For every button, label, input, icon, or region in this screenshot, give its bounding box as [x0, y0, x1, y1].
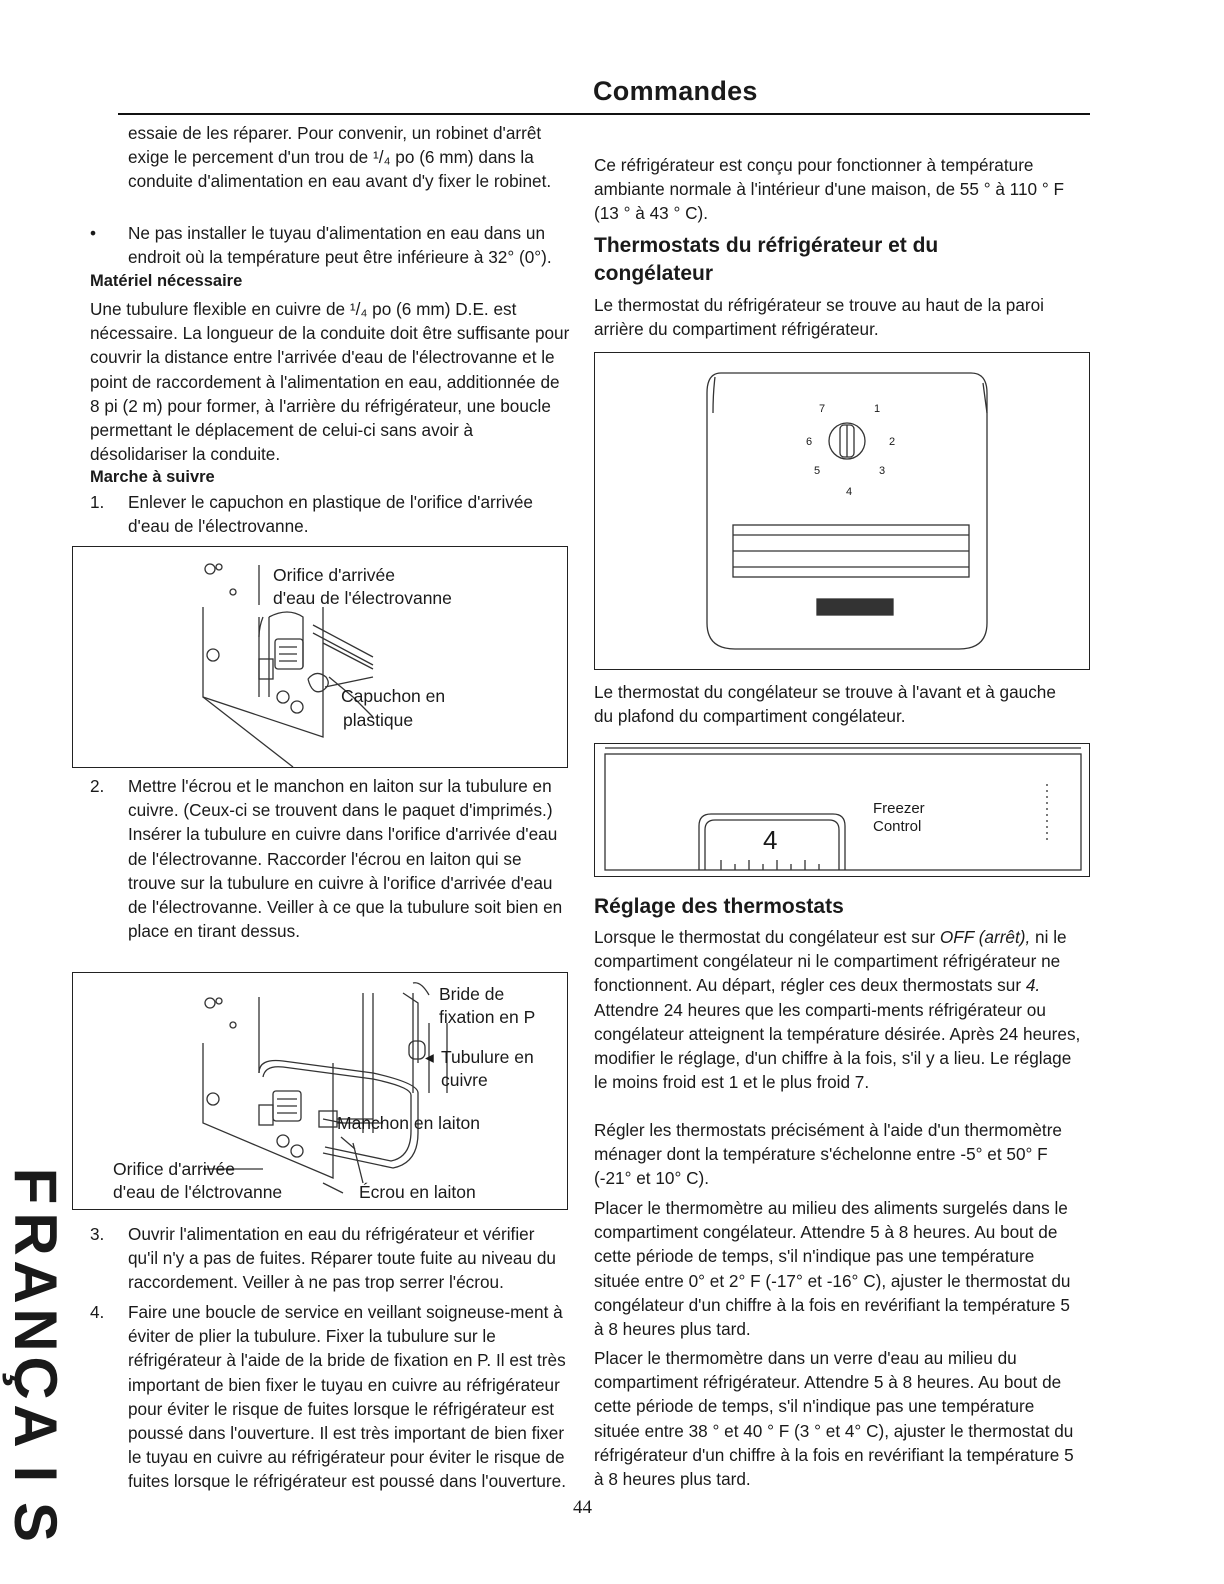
label-tubulure-1: Tubulure en [441, 1047, 534, 1067]
label-cap-1: Capuchon en [341, 686, 446, 706]
label-tubulure-arrow: ◂ [425, 1047, 434, 1067]
label-tubulure-2: cuivre [441, 1070, 488, 1090]
step-2-number: 2. [90, 776, 105, 796]
header-rule [118, 113, 1090, 115]
refrigerator-dial-illustration [595, 353, 1091, 671]
step-3 [90, 1222, 568, 1295]
label-ecrou: Écrou en laiton [359, 1182, 476, 1202]
side-tab-letter: I [2, 1465, 69, 1483]
figure-solenoid-cap [72, 546, 568, 768]
side-tab-letter: A [2, 1260, 69, 1304]
reglage-paragraph-3: Placer le thermomètre au milieu des aliments surgelés dans le compartiment congélateur. Attendre 5 à 8 heures. Au bout de cette période de temps, s'il n'indique pas une température située entre 0° et 2° F (-17° et -16° C), ajuster le thermostat du congélateur d'un chiffre à la fois en revérifiant la température 5 à 8 heures plus tard. [594, 1198, 1071, 1340]
side-tab-letter: R [2, 1212, 69, 1256]
page-number: 44 [573, 1497, 592, 1518]
thermostats-text: Le thermostat du réfrigérateur se trouve au haut de la paroi arrière du compartiment réfrigérateur. [594, 295, 1045, 340]
figure-refrigerator-thermostat [594, 352, 1090, 670]
thermostats-heading-line-1: Thermostats du réfrigérateur et du [594, 234, 939, 257]
label-orifice-2: d'eau de l'électrovanne [273, 588, 452, 608]
step-4-text: Faire une boucle de service en veillant soigneuse-ment à éviter de plier la tubulure. Fixer la tubulure sur le réfrigérateur à l'aide de la bride de fixation en P. Il est très important de bien fixer le tuyau en cuivre au réfrigérateur pour éviter le risque de fuites lorsque le réfrigérateur est poussé dans l'ouverture. Il est très important de bien fixer le tuyau en cuivre au réfrigérateur pour éviter le risque de fuites lorsque le réfrigérateur est poussé dans l'ouverture. [128, 1302, 566, 1492]
dial-number: 4 [846, 486, 853, 498]
materiel-text: Une tubulure flexible en cuivre de ¹/₄ po (6 mm) D.E. est nécessaire. La longueur de la conduite doit être suffisante pour couvrir la distance entre l'arrivée d'eau de l'électrovanne et le point de raccordement à l'alimentation en eau, additionnée de 8 pi (2 m) pour former, à l'arrière du réfrigérateur, une boucle permettant le déplacement de celui-ci sans avoir à désolidariser la conduite. [90, 299, 570, 465]
freezer-location-text: Le thermostat du congélateur se trouve à l'avant et à gauche du plafond du compartiment congélateur. [594, 682, 1056, 727]
dial-number: 2 [889, 436, 896, 448]
bullet-item: • Ne pas installer le tuyau d'alimentation en eau dans un endroit où la température peut être inférieure à 32° (0°). [90, 221, 568, 269]
thermostats-heading-line-2: congélateur [594, 262, 714, 285]
reglage-paragraph-1 [594, 925, 1088, 1094]
freezer-control-illustration [595, 744, 1091, 878]
freezer-label-2: Control [873, 818, 922, 835]
step-2 [90, 774, 568, 943]
materiel-heading: Matériel nécessaire [90, 272, 243, 290]
reglage-p1-off: OFF (arrêt), [939, 927, 1031, 947]
step-3-number: 3. [90, 1224, 105, 1244]
label-orifice-2-2: d'eau de l'élctrovanne [113, 1182, 283, 1202]
step-1-number: 1. [90, 492, 105, 512]
freezer-label-1: Freezer [873, 800, 925, 817]
reglage-p1-b: ni le compartiment congélateur ni le compartiment réfrigérateur ne fonctionnent. Au départ, régler ces deux thermostats sur [594, 927, 1067, 996]
side-tab-letter: S [2, 1501, 69, 1543]
reglage-heading: Réglage des thermostats [594, 895, 844, 918]
step-1 [90, 490, 568, 538]
marche-heading: Marche à suivre [90, 468, 215, 486]
reglage-p1-a: Lorsque le thermostat du congélateur est sur [594, 927, 940, 947]
step-3-text: Ouvrir l'alimentation en eau du réfrigérateur et vérifier qu'il n'y a pas de fuites. Réparer toute fuite au niveau du raccordement. Veiller à ne pas trop serrer l'écrou. [128, 1224, 556, 1293]
freezer-setting-value: 4 [763, 825, 778, 855]
side-tab-letter: A [2, 1404, 69, 1448]
dial-number: 6 [806, 436, 813, 448]
dial-number: 7 [819, 403, 826, 415]
reglage-p1-c: Attendre 24 heures que les comparti-ments réfrigérateur ou congélateur atteignent la température désirée. Après 24 heures, modifier le réglage, d'un chiffre à la fois, s'il y a lieu. Le réglage le moins froid est 1 et le plus froid 7. [594, 999, 1081, 1093]
reglage-paragraph-2: Régler les thermostats précisément à l'aide d'un thermomètre ménager dont la température s'échelonne entre -5° et 50° F (-21° et 10° C). [594, 1120, 1062, 1189]
figure-freezer-control [594, 743, 1090, 877]
step-4 [90, 1300, 568, 1494]
reglage-p1-four: 4. [1025, 975, 1041, 996]
bullet-text: Ne pas installer le tuyau d'alimentation en eau dans un endroit où la température peut être inférieure à 32° (0°). [128, 223, 552, 268]
step-2-text: Mettre l'écrou et le manchon en laiton sur la tubulure en cuivre. (Ceux-ci se trouvent dans le paquet d'imprimés.) Insérer la tubulure en cuivre dans l'orifice d'arrivée d'eau de l'électrovanne. Raccorder l'écrou en laiton qui se trouve sur la tubulure en cuivre à l'orifice d'arrivée d'eau de l'électrovanne. Veiller à ce que la tubulure soit bien en place en tirant dessus. [128, 776, 563, 942]
step-1-text: Enlever le capuchon en plastique de l'orifice d'arrivée d'eau de l'électrovanne. [128, 492, 533, 537]
right-intro: Ce réfrigérateur est conçu pour fonctionner à température ambiante normale à l'intérieur d'une maison, de 55 ° à 110 ° F (13 ° à 43 ° C). [594, 155, 1064, 224]
side-tab-letter: Ç [2, 1356, 69, 1400]
left-intro: essaie de les réparer. Pour convenir, un robinet d'arrêt exige le percement d'un trou de ¹/₄ po (6 mm) dans la conduite d'alimentation en eau avant d'y fixer le robinet. [128, 123, 552, 192]
label-orifice-2-1: Orifice d'arrivée [113, 1159, 235, 1179]
side-tab-letter: N [2, 1308, 69, 1352]
label-cap-2: plastique [343, 710, 414, 730]
label-bride-1: Bride de [439, 984, 505, 1004]
dial-number: 5 [814, 465, 821, 477]
label-manchon: Manchon en laiton [337, 1113, 481, 1133]
figure-tubing-connection [72, 972, 568, 1210]
side-tab-letter: F [2, 1167, 69, 1205]
label-orifice-1: Orifice d'arrivée [273, 565, 395, 585]
step-4-number: 4. [90, 1302, 105, 1322]
page-title: Commandes [593, 76, 758, 106]
language-side-tab [0, 1162, 70, 1546]
dial-number: 1 [874, 403, 881, 415]
reglage-paragraph-4: Placer le thermomètre dans un verre d'eau au milieu du compartiment réfrigérateur. Attendre 5 à 8 heures. Au bout de cette période de temps, s'il n'indique pas une température située entre 38 ° et 40 ° F (3 ° et 4° C), ajuster le thermostat du réfrigérateur d'un chiffre à la fois en revérifiant la température 5 à 8 heures plus tard. [594, 1348, 1074, 1490]
label-bride-2: fixation en P [439, 1007, 536, 1027]
dial-number: 3 [879, 465, 886, 477]
